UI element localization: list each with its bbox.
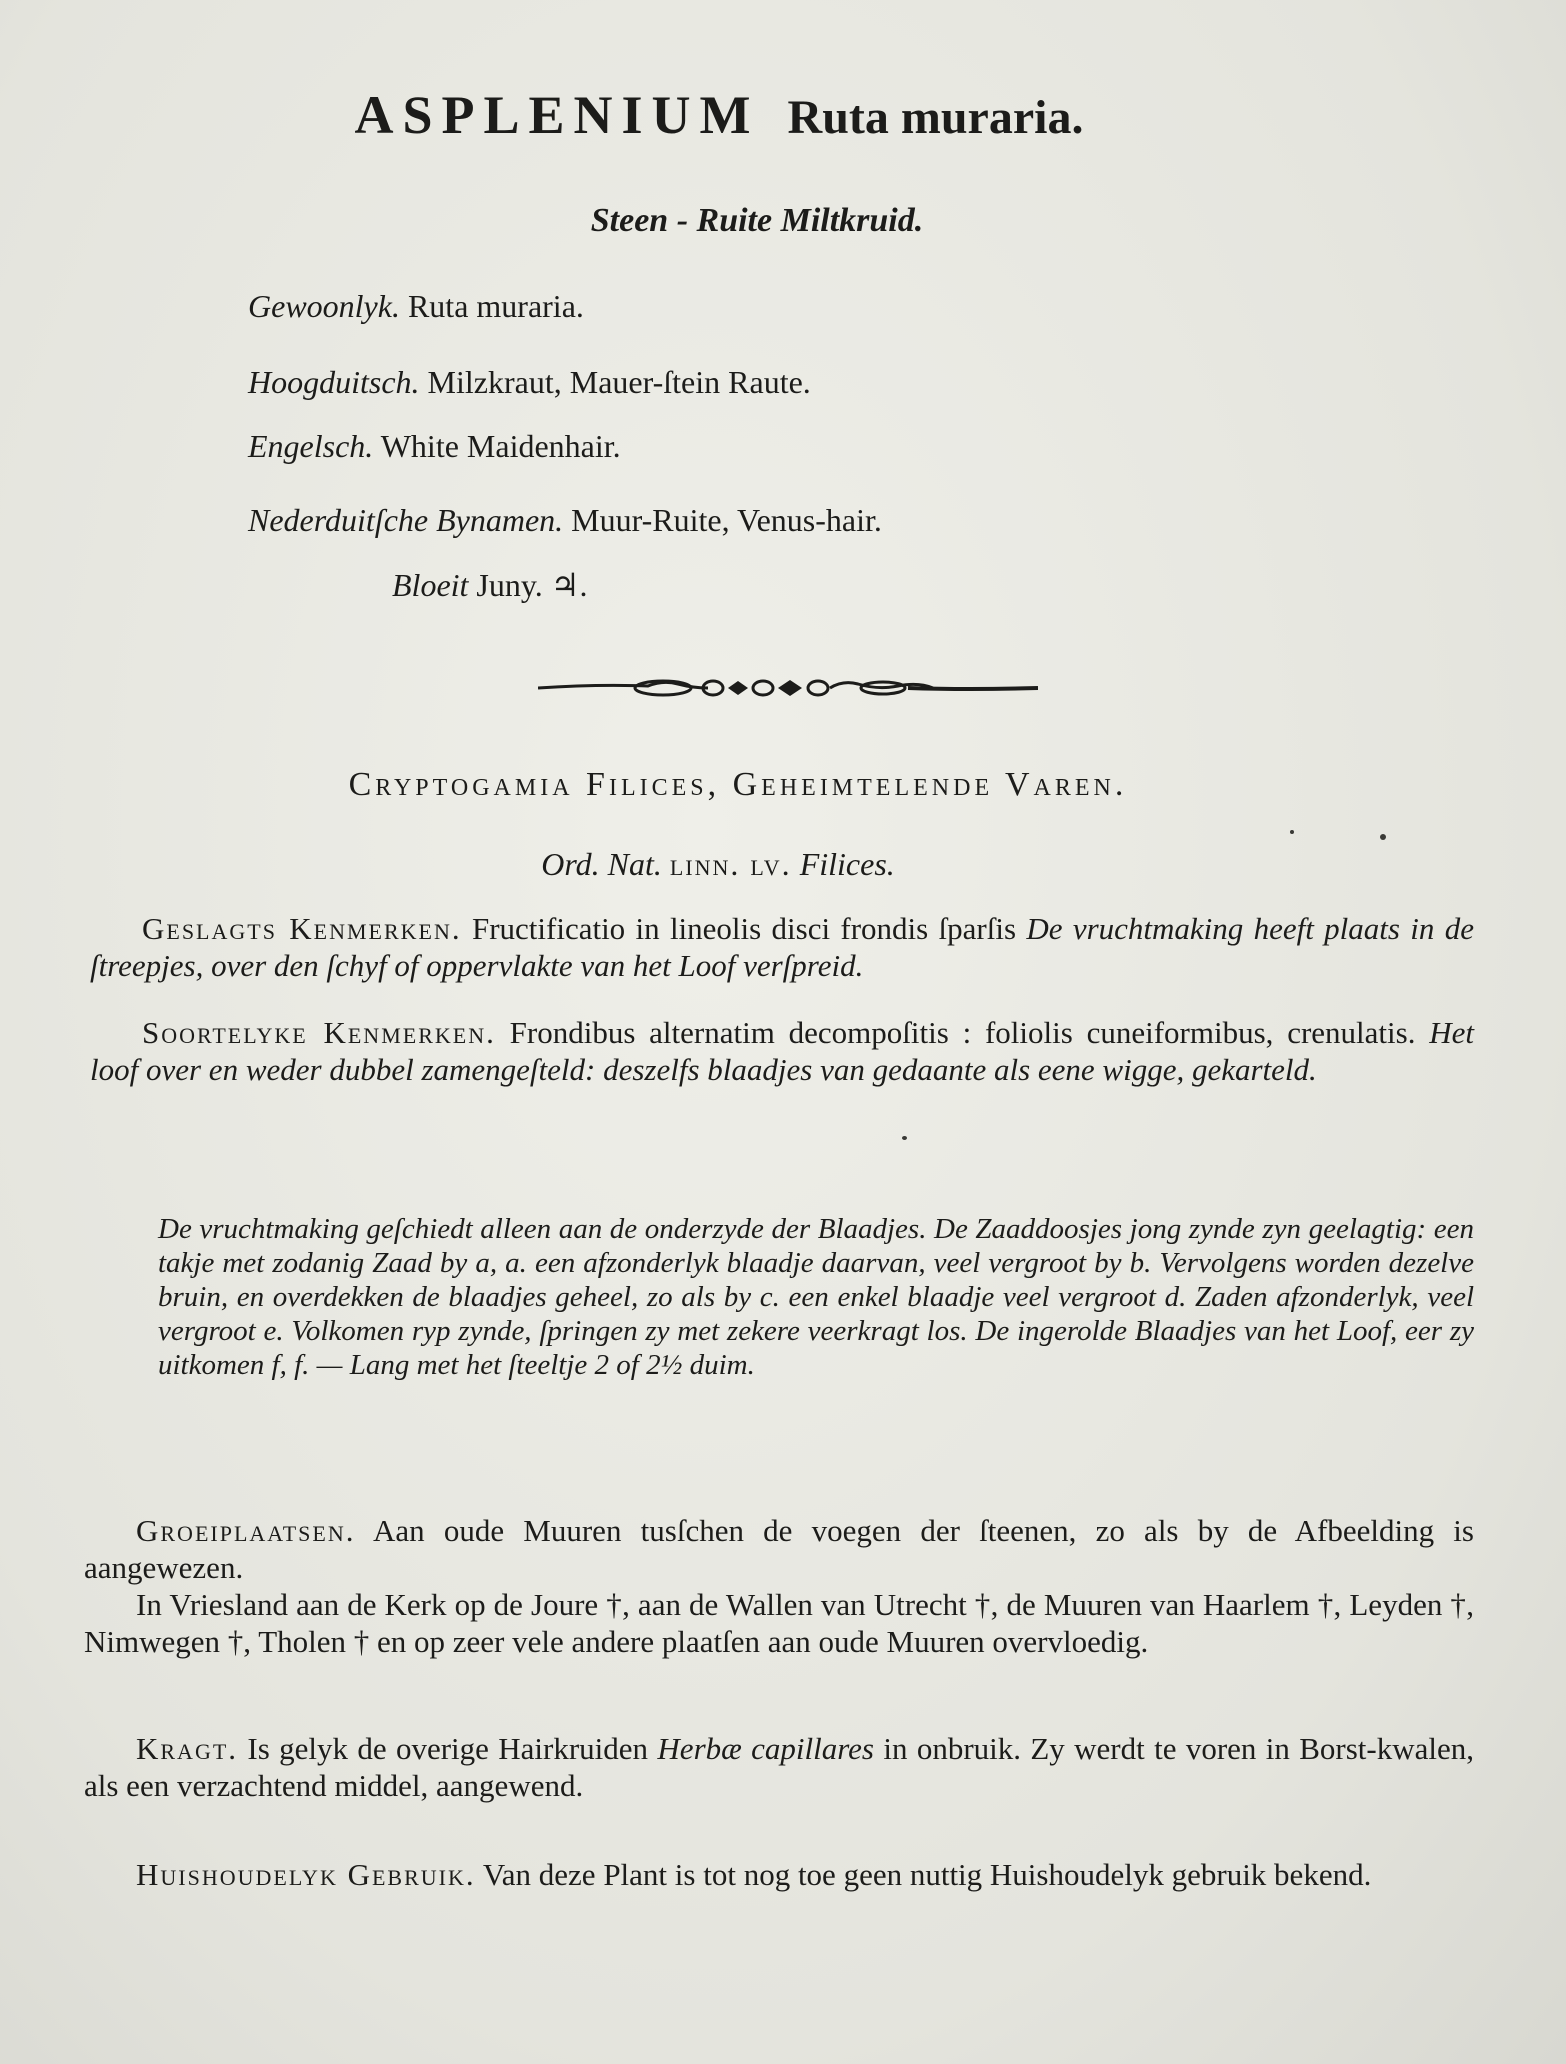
order-line — [0, 846, 1566, 883]
name-line-nederduitsche — [248, 502, 882, 539]
huishoudelyk-paragraph — [84, 1856, 1474, 1893]
name-line-engelsch — [248, 428, 621, 465]
order-linn: linn. lv. — [669, 846, 792, 882]
groeiplaatsen-text2: In Vriesland aan de Kerk op de Joure †, aan de Wallen van Utrecht †, de Muuren van Haarlem †, Leyden †, Nimwegen †, Tholen † en op zeer vele andere plaatſen aan oude Muuren overvloedig. — [84, 1587, 1474, 1659]
title-species: Ruta muraria. — [787, 91, 1084, 144]
order-suffix: Filices. — [799, 846, 895, 882]
title-genus: ASPLENIUM — [354, 85, 760, 145]
kragt-paragraph — [84, 1730, 1474, 1804]
page-subtitle: Steen - Ruite Miltkruid. — [590, 202, 924, 239]
ornament-divider-icon — [538, 670, 1038, 706]
page-title — [0, 84, 1566, 146]
ink-speck — [1290, 830, 1294, 834]
geslagts-heading: Geslagts Kenmerken. — [142, 911, 462, 946]
bloei-label: Bloeit — [392, 567, 469, 603]
kragt-heading: Kragt. — [136, 1731, 239, 1766]
geslagts-latin: Fructificatio in lineolis disci frondis ſparſis — [471, 911, 1017, 946]
soortelyke-kenmerken-paragraph — [90, 1014, 1474, 1088]
name-label: Gewoonlyk. — [248, 288, 400, 324]
order-prefix: Ord. Nat. — [541, 846, 662, 882]
huishoudelyk-heading: Huishoudelyk Gebruik. — [136, 1857, 476, 1892]
geslagts-kenmerken-paragraph — [90, 910, 1474, 984]
soortelyke-dutch: Het loof over en weder dubbel zamengeſteld: deszelfs blaadjes van gedaante als eene wigge, gekarteld. — [90, 1015, 1475, 1087]
soortelyke-heading: Soortelyke Kenmerken. — [142, 1015, 496, 1050]
groeiplaatsen-text: Aan oude Muuren tusſchen de voegen der ſteenen, zo als by de Afbeelding is aangewezen. — [84, 1513, 1474, 1585]
kragt-text-italic: Herbæ capillares — [657, 1731, 874, 1766]
name-label: Nederduitſche Bynamen. — [248, 502, 564, 538]
name-label: Engelsch. — [248, 428, 374, 464]
name-line-gewoonlyk — [248, 288, 584, 325]
soortelyke-latin: Frondibus alternatim decompoſitis : foliolis cuneiformibus, crenulatis. — [509, 1015, 1416, 1050]
name-label: Hoogduitsch. — [248, 364, 420, 400]
name-line-hoogduitsch — [248, 364, 811, 401]
ink-speck — [902, 1136, 907, 1140]
bloei-value: Juny. ♃. — [476, 567, 588, 603]
classification-heading: Cryptogamia Filices, Geheimtelende Varen. — [348, 766, 1128, 803]
huishoudelyk-text: Van deze Plant is tot nog toe geen nuttig Huishoudelyk gebruik bekend. — [482, 1857, 1372, 1892]
geslagts-dutch: De vruchtmaking heeft plaats in de ſtreepjes, over den ſchyf of oppervlakte van het Loof verſpreid. — [90, 911, 1474, 983]
description-note-text: De vruchtmaking geſchiedt alleen aan de onderzyde der Blaadjes. De Zaaddoosjes jong zynde zyn geelagtig: een takje met zodanig Zaad by a, a. een afzonderlyk blaadje daarvan, veel vergroot by b. Vervolgens worden dezelve bruin, en overdekken de blaadjes geheel, zo als by c. een enkel blaadje veel vergroot d. Zaden afzonderlyk, veel vergroot e. Volkomen ryp zynde, ſpringen zy met zekere veerkragt los. De ingerolde Blaadjes van het Loof, eer zy uitkomen f, f. — Lang met het ſteeltje 2 of 2½ duim. — [158, 1213, 1474, 1381]
kragt-text-a: Is gelyk de overige Hairkruiden — [247, 1731, 649, 1766]
name-value: White Maidenhair. — [380, 428, 621, 464]
kragt-text-b: in onbruik. Zy werdt te voren in Borst-kwalen, als een verzachtend middel, aangewend. — [84, 1731, 1474, 1803]
description-note — [158, 1212, 1474, 1382]
groeiplaatsen-heading: Groeiplaatsen. — [136, 1513, 356, 1548]
name-value: Ruta muraria. — [407, 288, 584, 324]
name-value: Muur-Ruite, Venus-hair. — [571, 502, 882, 538]
name-value: Milzkraut, Mauer-ſtein Raute. — [427, 364, 811, 400]
ink-speck — [1380, 834, 1386, 840]
groeiplaatsen-paragraph — [84, 1512, 1474, 1660]
bloei-line — [392, 566, 587, 604]
